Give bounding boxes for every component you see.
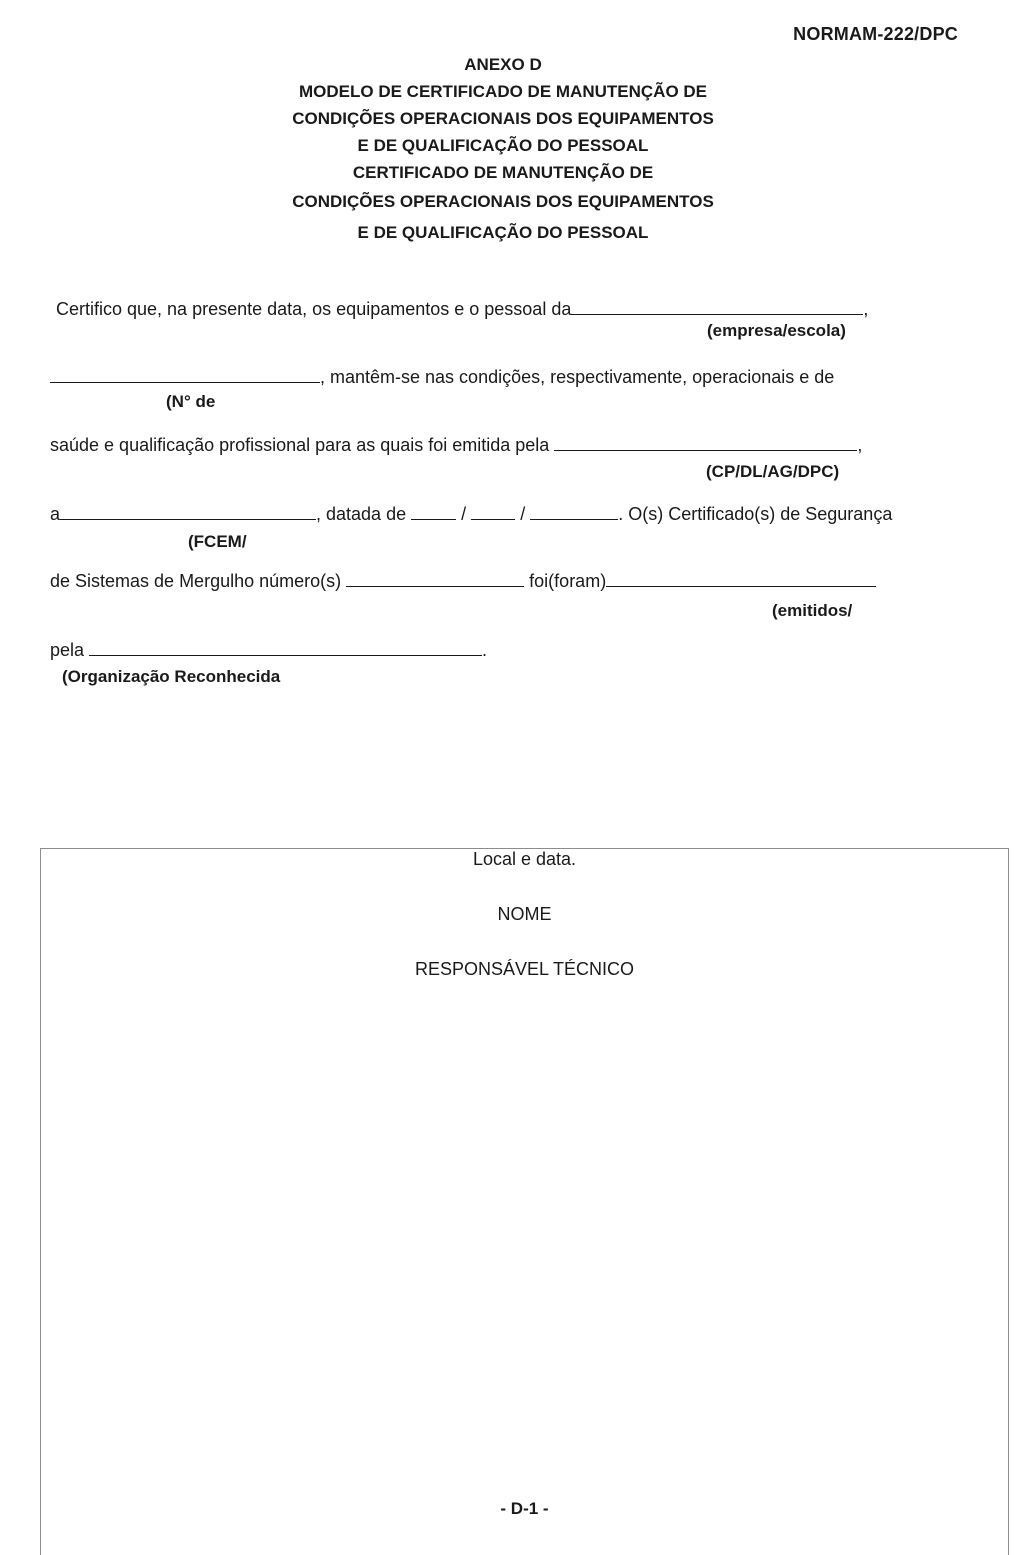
- certificate-text: de Sistemas de Mergulho número(s): [50, 571, 342, 591]
- hint-issued: (emitidos/: [772, 601, 853, 620]
- punctuation: ,: [857, 435, 863, 455]
- certificate-text: pela: [50, 640, 85, 660]
- date-separator: /: [461, 504, 467, 524]
- certificate-text: Certifico que, na presente data, os equipamentos e o pessoal da: [56, 299, 572, 319]
- title-line-annex: ANEXO D: [464, 55, 542, 74]
- title-line-cert-2: CONDIÇÕES OPERACIONAIS DOS EQUIPAMENTOS: [292, 192, 714, 211]
- document-code: NORMAM-222/DPC: [793, 24, 958, 44]
- company-blank[interactable]: [571, 298, 863, 315]
- punctuation: ,: [863, 299, 869, 319]
- certificate-line-6: [50, 639, 487, 661]
- hint-issuer: (CP/DL/AG/DPC): [706, 462, 840, 481]
- issuer-blank[interactable]: [554, 434, 857, 451]
- hint-certificate-number: (N° de: [166, 392, 216, 411]
- date-separator: /: [520, 504, 526, 524]
- date-month-blank[interactable]: [471, 503, 515, 520]
- hint-company-school: (empresa/escola): [707, 321, 846, 340]
- signature-box: [40, 848, 1009, 1555]
- certificate-text: , mantêm-se nas condições, respectivamente, operacionais e de: [320, 367, 835, 387]
- certificate-text: , datada de: [316, 504, 407, 524]
- signer-name: NOME: [497, 904, 552, 924]
- certificate-text: foi(foram): [529, 571, 607, 591]
- hint-organization: (Organização Reconhecida: [62, 667, 281, 686]
- certificate-text: saúde e qualificação profissional para as quais foi emitida pela: [50, 435, 550, 455]
- title-line-model-1: MODELO DE CERTIFICADO DE MANUTENÇÃO DE: [299, 82, 707, 101]
- title-line-model-3: E DE QUALIFICAÇÃO DO PESSOAL: [357, 136, 649, 155]
- title-line-cert-1: CERTIFICADO DE MANUTENÇÃO DE: [352, 163, 654, 182]
- signer-role: RESPONSÁVEL TÉCNICO: [414, 959, 635, 979]
- certificate-text: . O(s) Certificado(s) de Segurança: [618, 504, 893, 524]
- page-number: - D-1 -: [500, 1499, 549, 1518]
- date-day-blank[interactable]: [411, 503, 456, 520]
- fcem-blank[interactable]: [60, 503, 316, 520]
- issued-blank[interactable]: [606, 570, 876, 587]
- hint-fcem: (FCEM/: [188, 532, 247, 551]
- organization-blank[interactable]: [89, 639, 482, 656]
- date-year-blank[interactable]: [530, 503, 618, 520]
- certificate-text: a: [50, 504, 61, 524]
- certificate-line-4: [50, 503, 892, 525]
- title-line-model-2: CONDIÇÕES OPERACIONAIS DOS EQUIPAMENTOS: [292, 109, 714, 128]
- certificate-line-5: [50, 570, 876, 592]
- certificate-line-2: [50, 366, 834, 388]
- certificate-number-blank[interactable]: [50, 366, 320, 383]
- certificate-line-3: [50, 434, 862, 456]
- place-and-date: Local e data.: [472, 849, 577, 869]
- punctuation: .: [482, 640, 488, 660]
- certificate-line-1: [56, 298, 868, 320]
- title-line-cert-3: E DE QUALIFICAÇÃO DO PESSOAL: [357, 223, 649, 242]
- certificate-numbers-blank[interactable]: [346, 570, 524, 587]
- document-title: [0, 51, 1006, 248]
